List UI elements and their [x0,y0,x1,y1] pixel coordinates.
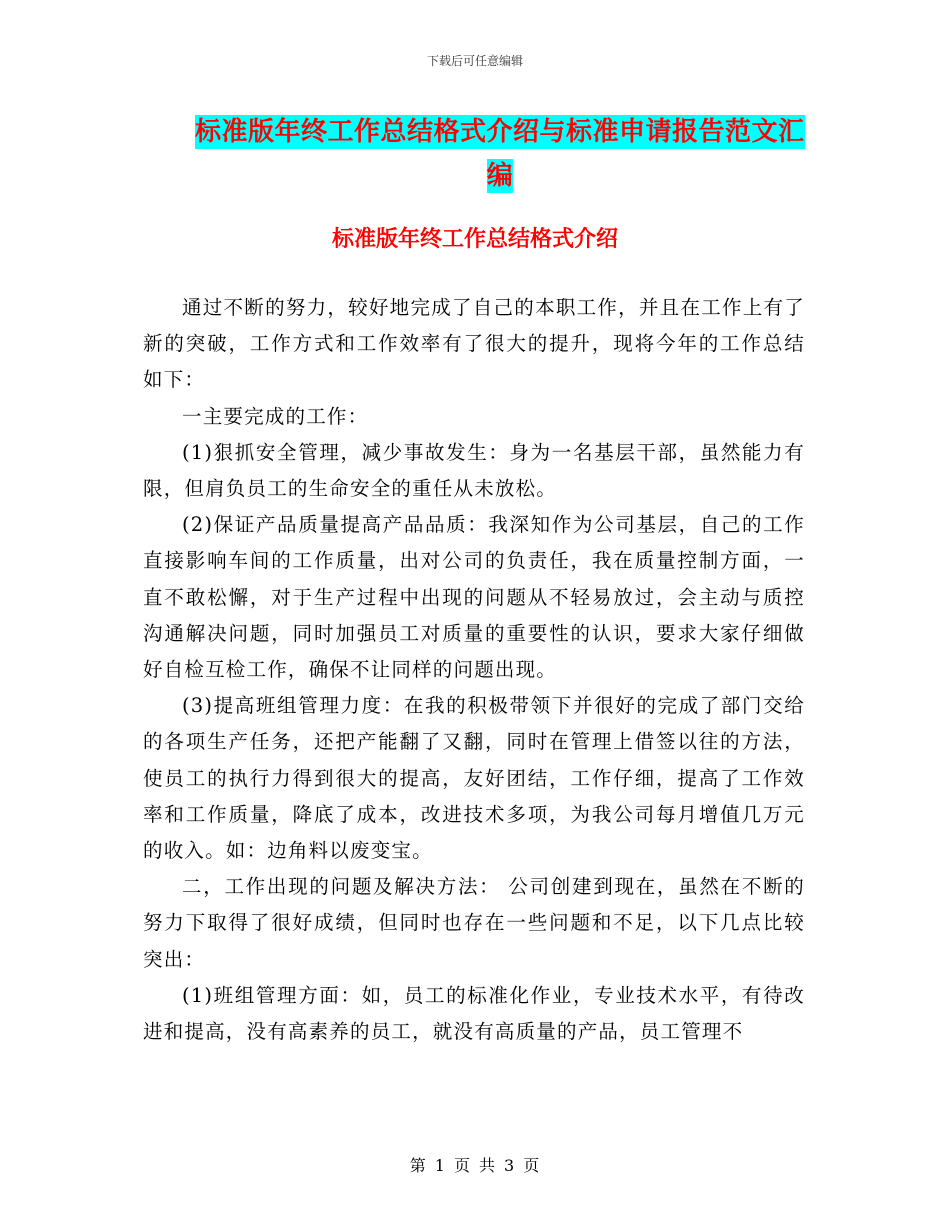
paragraph: (2)保证产品质量提高产品品质：我深知作为公司基层，自己的工作直接影响车间的工作质量，出对公司的负责任，我在质量控制方面，一直不敢松懈，对于生产过程中出现的问题从不轻易放过，会主动与质控沟通解决问题，同时加强员工对质量的重要性的认识，要求大家仔细做好自检互检工作，确保不让同样的问题出现。 [143,513,805,682]
footer-prefix: 第 [409,1156,427,1175]
paragraph: (3)提高班组管理力度：在我的积极带领下并很好的完成了部门交给的各项生产任务，还把产能翻了又翻，同时在管理上借签以往的方法，使员工的执行力得到很大的提高，友好团结，工作仔细，提高了工作效率和工作质量，降底了成本，改进技术多项，为我公司每月增值几万元的收入。如：边角料以废变宝。 [143,694,805,863]
paragraph: (1)狠抓安全管理，减少事故发生：身为一名基层干部，虽然能力有限，但肩负员工的生命安全的重任从未放松。 [143,440,805,501]
section-title: 标准版年终工作总结格式介绍 [331,227,618,252]
title-line-2: 编 [486,161,514,191]
total-page-number: 3 [504,1156,516,1175]
paragraph: 一主要完成的工作： [182,404,369,428]
current-page-number: 1 [434,1156,446,1175]
page-footer [0,1153,950,1176]
paragraph: 二，工作出现的问题及解决方法： 公司创建到现在，虽然在不断的努力下取得了很好成绩，但同时也存在一些问题和不足，以下几点比较突出： [143,875,805,971]
paragraph: (1)班组管理方面：如，员工的标准化作业，专业技术水平，有待改进和提高，没有高素养的员工，就没有高质量的产品，员工管理不 [143,983,805,1044]
header-note: 下载后可任意编辑 [426,54,523,68]
document-body [143,290,805,1050]
document-title [195,110,805,198]
title-line-1: 标准版年终工作总结格式介绍与标准申请报告范文汇 [195,117,805,147]
footer-suffix: 页 [523,1156,541,1175]
paragraph: 通过不断的努力，较好地完成了自己的本职工作，并且在工作上有了新的突破，工作方式和工作效率有了很大的提升，现将今年的工作总结如下： [143,296,805,392]
footer-total-label: 共 [479,1156,497,1175]
footer-page-label: 页 [453,1156,471,1175]
